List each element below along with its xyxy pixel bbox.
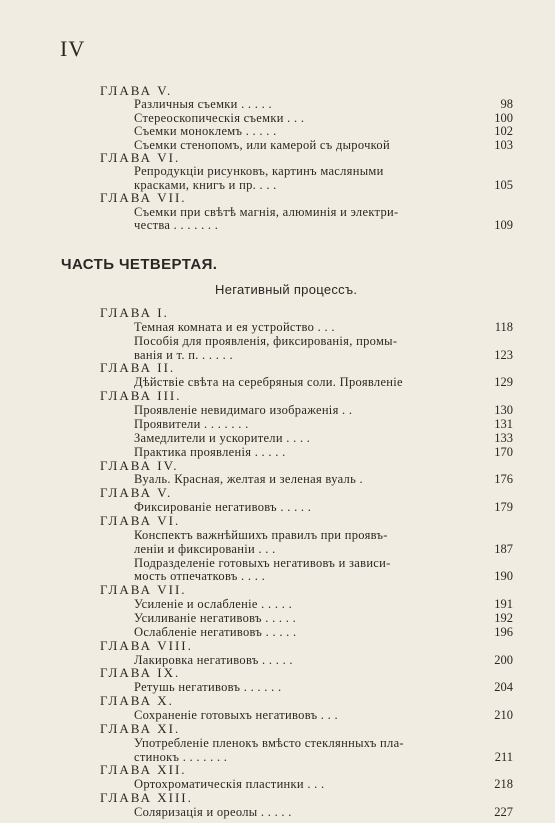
chapter-label: ГЛАВА IV. [100,457,179,473]
entry-page-number: 131 [494,416,513,431]
toc-entry [0,528,555,542]
toc-entry [0,124,555,138]
entry-text: Конспектъ важнѣйшихъ правилъ при проявъ- [134,527,388,542]
chapter-heading [0,389,555,403]
entry-text: мость отпечатковъ . . . . [134,569,265,584]
toc-entry [0,97,555,111]
chapter-label: ГЛАВА IX. [100,665,181,681]
chapter-heading [0,722,555,736]
chapter-label: ГЛАВА XI. [100,720,181,736]
entry-text: Различныя съемки . . . . . [134,97,272,112]
toc-entry [0,178,555,192]
entry-text: красками, книгъ и пр. . . . [134,177,277,192]
entry-page-number: 103 [494,137,513,152]
toc-entry [0,375,555,389]
toc-entry [0,750,555,764]
toc-entry [0,431,555,445]
entry-text: Практика проявленія . . . . . [134,444,286,459]
entry-text: чества . . . . . . . [134,218,219,232]
toc-entry [0,111,555,125]
toc-entry [0,417,555,431]
entry-page-number: 200 [494,652,513,667]
entry-text: Вуаль. Красная, желтая и зеленая вуаль . [134,472,363,487]
chapter-heading [0,639,555,653]
toc-entry [0,708,555,722]
entry-text: Ослабленіе негативовъ . . . . . [134,624,297,639]
entry-page-number: 210 [494,708,513,722]
entry-page-number: 118 [494,319,513,334]
chapter-heading [0,583,555,597]
chapter-heading [0,694,555,708]
chapter-heading [0,486,555,500]
entry-text: ванія и т. п. . . . . . [134,347,233,362]
entry-page-number: 133 [494,430,513,445]
entry-page-number: 176 [494,472,513,487]
toc-entry [0,597,555,611]
toc-entry [0,569,555,583]
entry-text: Съемки стенопомъ, или камерой съ дырочкой [134,137,390,152]
chapter-label: ГЛАВА V. [100,83,173,98]
entry-text: стинокъ . . . . . . . [134,749,228,764]
chapter-label: ГЛАВА XIII. [100,790,193,806]
entry-page-number: 192 [494,610,513,625]
chapter-heading [0,151,555,165]
entry-page-number: 100 [494,110,513,125]
chapter-label: ГЛАВА VII. [100,582,187,598]
entry-page-number: 196 [494,624,513,639]
entry-text: Подразделеніе готовыхъ негативовъ и зависи- [134,555,391,570]
toc-entry [0,164,555,178]
entry-text: Ретушь негативовъ . . . . . . [134,680,282,695]
chapter-label: ГЛАВА VIII. [100,637,193,653]
chapter-heading [0,763,555,777]
toc-entry [0,556,555,570]
entry-text: Съемки при свѣтѣ магнія, алюминія и электри- [134,204,399,219]
toc-entry [0,611,555,625]
entry-text: Лакировка негативовъ . . . . . [134,652,293,667]
toc-entry [0,334,555,348]
toc-entry [0,320,555,334]
entry-text: Ортохроматическія пластинки . . . [134,777,325,792]
entry-page-number: 227 [494,805,513,819]
chapter-heading [0,666,555,680]
entry-page-number: 129 [494,375,513,390]
part-subtitle: Негативный процессъ. [215,282,358,297]
toc-entry [0,625,555,639]
chapter-label: ГЛАВА V. [100,485,173,501]
chapter-label: ГЛАВА X. [100,693,174,709]
entry-text: Темная комната и ея устройство . . . [134,319,335,334]
entry-text: Усиленіе и ослабленіе . . . . . [134,597,293,612]
entry-text: Пособія для проявленія, фиксированія, промы- [134,333,398,348]
entry-page-number: 130 [494,403,513,417]
entry-page-number: 187 [494,541,513,556]
entry-text: Съемки моноклемъ . . . . . [134,124,277,139]
toc-entry [0,218,555,232]
chapter-label: ГЛАВА XII. [100,762,187,778]
toc-entry [0,680,555,694]
entry-text: Употребленіе пленокъ вмѣсто стеклянныхъ пла- [134,735,404,750]
entry-page-number: 105 [494,177,513,192]
entry-text: Дѣйствіе свѣта на серебряныя соли. Проявленіе [134,375,403,390]
chapter-heading [0,306,555,320]
entry-page-number: 191 [494,597,513,612]
entry-text: Репродукціи рисунковъ, картинъ масляными [134,164,384,179]
toc-entry [0,542,555,556]
toc-entry [0,348,555,362]
entry-text: леніи и фиксированіи . . . [134,541,276,556]
toc-entry [0,445,555,459]
chapter-heading [0,84,555,98]
page-number: IV [60,36,86,61]
toc-entry [0,138,555,152]
entry-text: Стереоскопическія съемки . . . [134,110,305,125]
toc-entry [0,805,555,819]
toc-entry [0,500,555,514]
entry-text: Проявители . . . . . . . [134,416,249,431]
toc-entry [0,653,555,667]
entry-page-number: 109 [494,218,513,232]
entry-text: Сохраненіе готовыхъ негативовъ . . . [134,708,338,722]
chapter-heading [0,459,555,473]
entry-page-number: 218 [494,777,513,792]
entry-text: Соляризація и ореолы . . . . . [134,805,292,819]
entry-text: Усиливаніе негативовъ . . . . . [134,610,297,625]
entry-page-number: 170 [494,444,513,459]
entry-page-number: 190 [494,569,513,584]
entry-page-number: 123 [494,347,513,362]
chapter-label: ГЛАВА II. [100,360,176,376]
entry-page-number: 179 [494,500,513,515]
entry-text: Проявленіе невидимаго изображенія . . [134,403,353,417]
entry-page-number: 102 [494,124,513,139]
chapter-label: ГЛАВА VII. [100,190,187,206]
chapter-label: ГЛАВА VI. [100,512,181,528]
entry-text: Замедлители и ускорители . . . . [134,430,311,445]
entry-page-number: 211 [494,749,513,764]
toc-entry [0,472,555,486]
chapter-label: ГЛАВА VI. [100,150,181,165]
toc-entry [0,205,555,219]
chapter-heading [0,514,555,528]
part-title: ЧАСТЬ ЧЕТВЕРТАЯ. [61,256,218,273]
chapter-heading [0,791,555,805]
entry-text: Фиксированіе негативовъ . . . . . [134,500,312,515]
toc-entry [0,777,555,791]
chapter-label: ГЛАВА III. [100,388,182,404]
entry-page-number: 204 [494,680,513,695]
chapter-heading [0,191,555,205]
chapter-heading [0,361,555,375]
toc-entry [0,403,555,417]
toc-entry [0,736,555,750]
entry-page-number: 98 [500,97,513,112]
chapter-label: ГЛАВА I. [100,305,169,320]
